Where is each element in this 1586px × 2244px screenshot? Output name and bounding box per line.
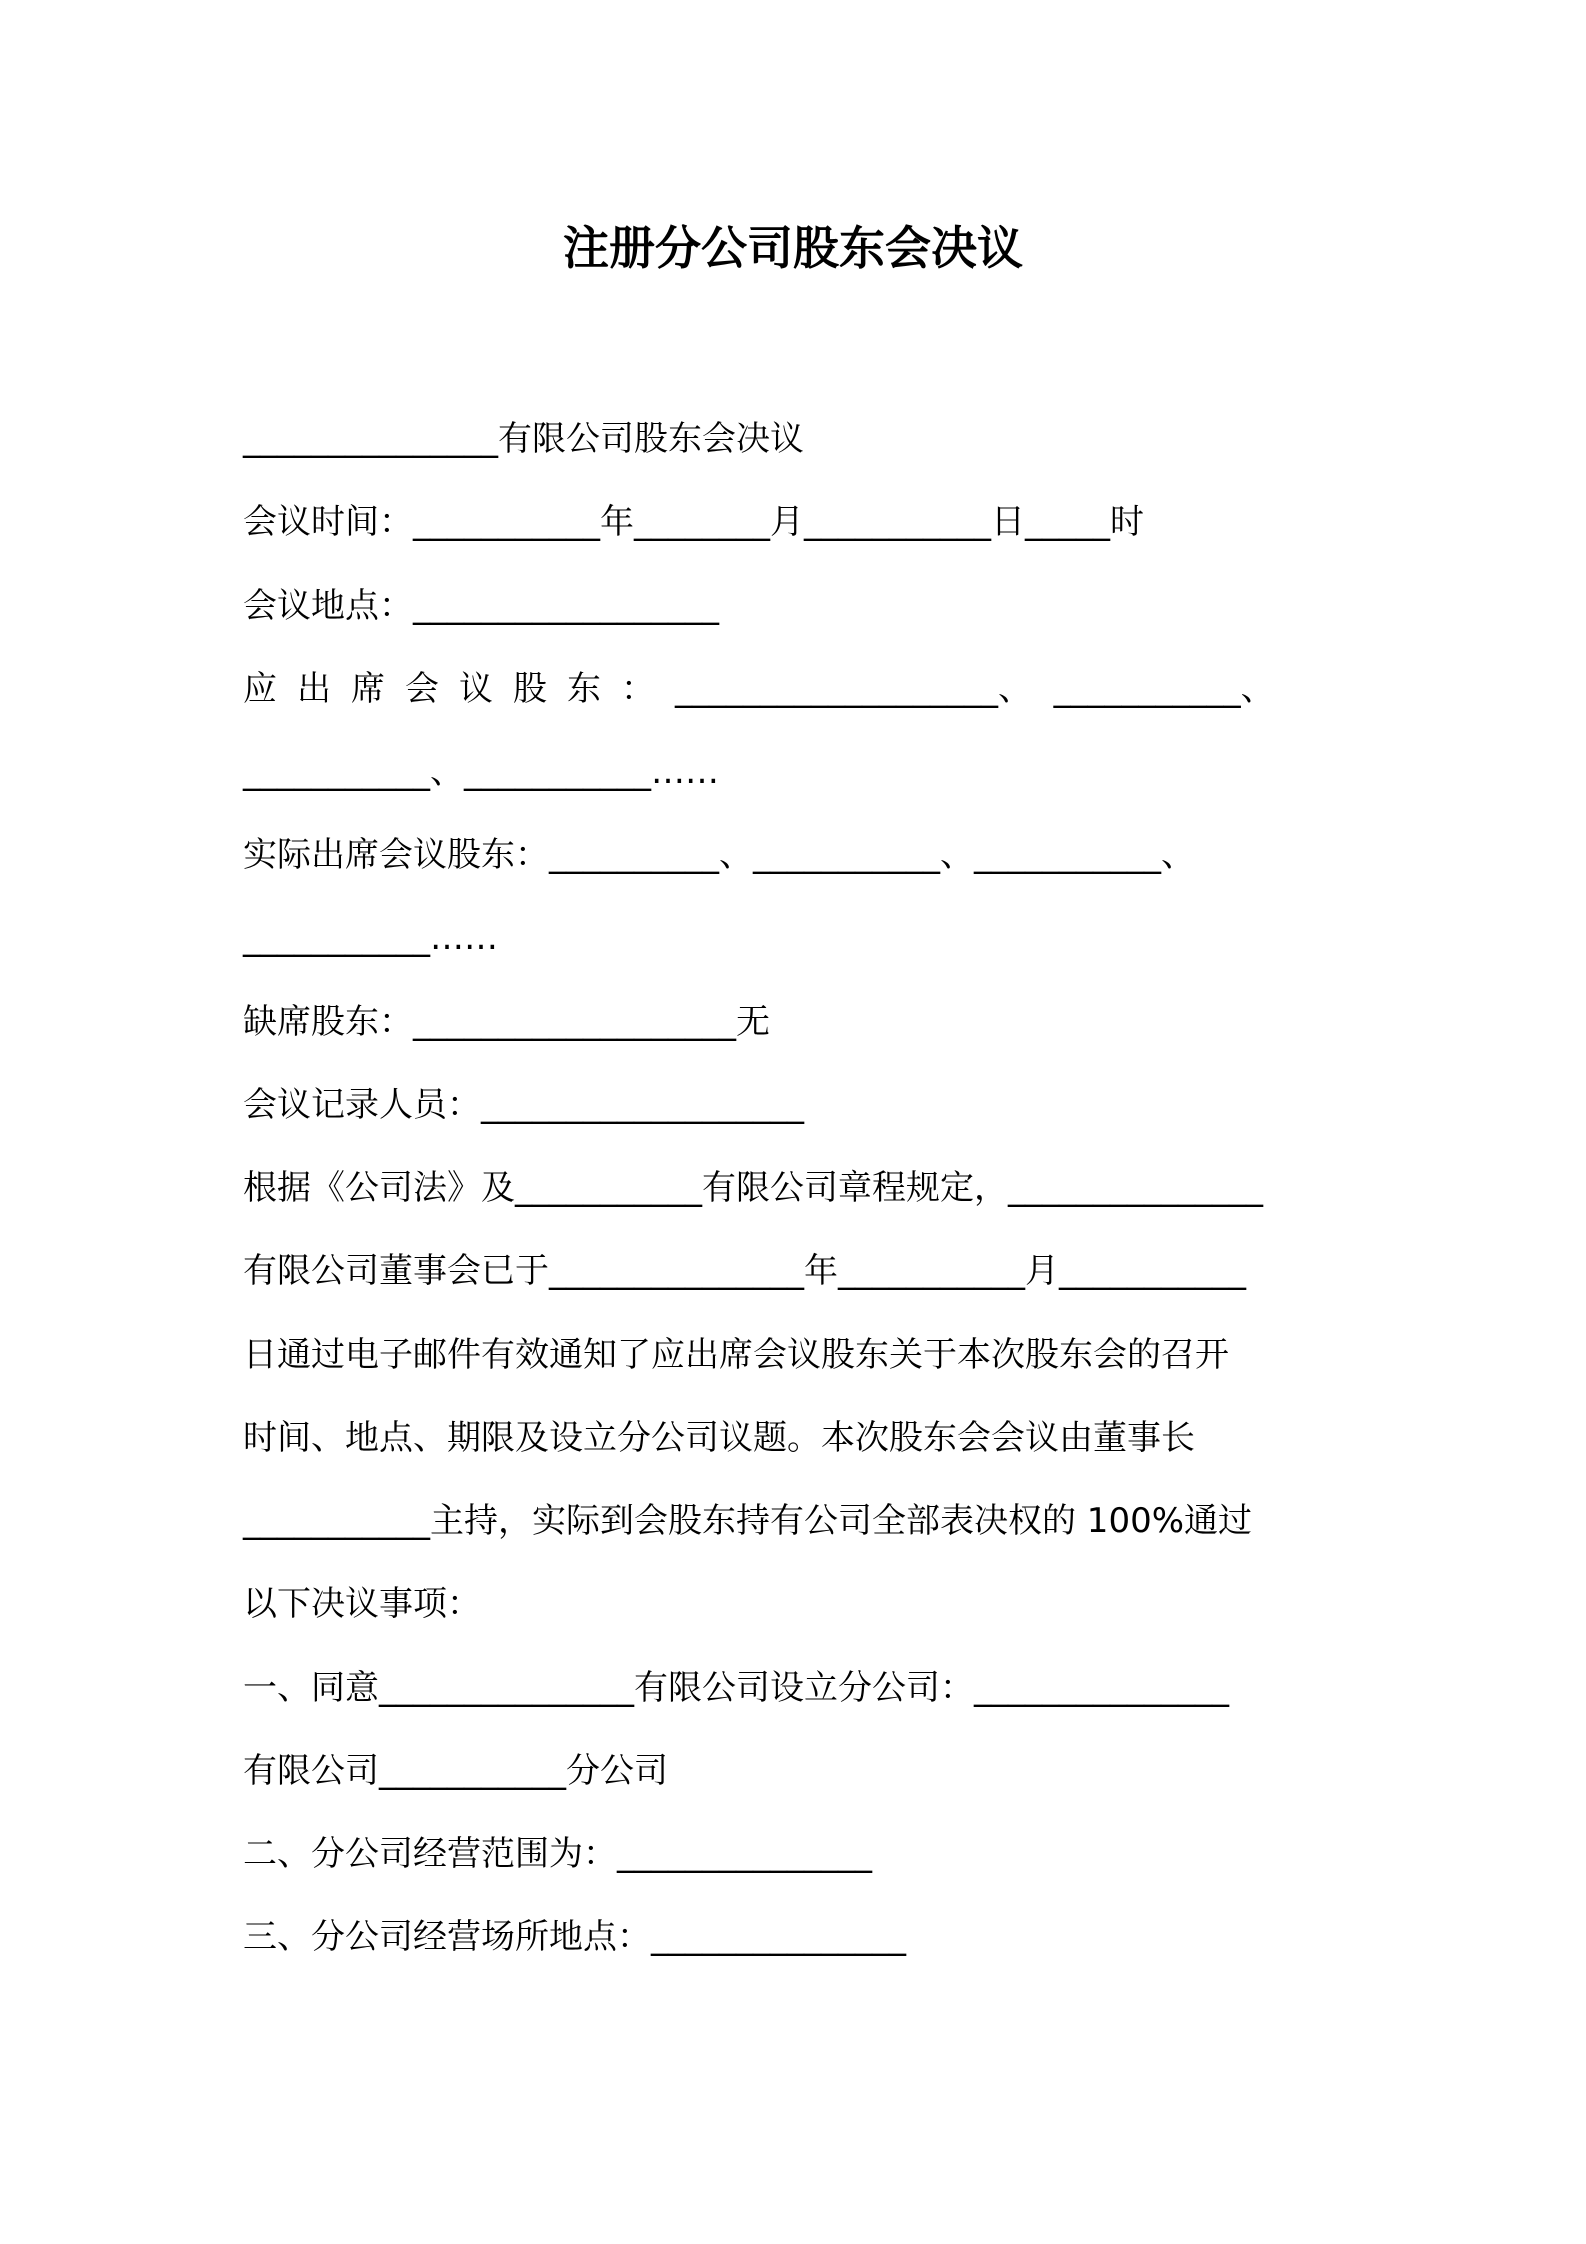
line-text: 缺席股东：___________________无 [243,1002,770,1042]
body-paragraph-line [243,1332,1229,1378]
absent-shareholders-line [243,999,770,1045]
line-text: 根据《公司法》及___________有限公司章程规定，_______________ [243,1168,1263,1208]
line-text: 二、分公司经营范围为：_______________ [243,1834,872,1874]
document-title: 注册分公司股东会决议 [563,221,1023,275]
line-text: 会议记录人员：___________________ [243,1085,804,1125]
line-text: 时间、地点、期限及设立分公司议题。本次股东会会议由董事长 [243,1418,1195,1458]
line-text: 实际出席会议股东：__________、___________、___________、 [243,835,1195,875]
line-text: 会议时间：___________年________月___________日_____时 [243,502,1144,542]
line-text: _______________有限公司股东会决议 [243,419,804,459]
line-text: 有限公司___________分公司 [243,1751,668,1791]
line-text: ___________…… [243,918,498,958]
line-text: 以下决议事项： [243,1584,481,1624]
line-blanks: ___________________、 ___________、 [675,669,1275,709]
line-text: 三、分公司经营场所地点：_______________ [243,1917,906,1957]
attending-shareholders-line [243,832,1195,878]
line-text: 日通过电子邮件有效通知了应出席会议股东关于本次股东会的召开 [243,1335,1229,1375]
line-text: 会议地点：__________________ [243,586,719,626]
line-text: ___________主持，实际到会股东持有公司全部表决权的 100%通过 [243,1501,1253,1541]
body-paragraph-line [243,1415,1195,1461]
line-text: ___________、___________…… [243,752,719,792]
body-paragraph-line [243,1581,481,1627]
body-paragraph-line [243,1165,1263,1211]
expected-shareholders-line [243,666,1275,712]
resolution-item-1-continued [243,1748,668,1794]
line-label: 应出席会议股东： [243,669,675,709]
body-paragraph-line [243,1498,1252,1544]
resolution-item-3 [243,1914,906,1960]
meeting-time-line [243,499,1144,545]
recorder-line [243,1082,804,1128]
line-text: 一、同意_______________有限公司设立分公司：_______________ [243,1668,1229,1708]
body-paragraph-line [243,1248,1246,1294]
company-resolution-heading [243,416,804,462]
resolution-item-2 [243,1831,872,1877]
attending-shareholders-continued [243,915,498,961]
line-text: 有限公司董事会已于_______________年___________月___________ [243,1251,1246,1291]
expected-shareholders-continued [243,749,719,795]
resolution-item-1 [243,1665,1229,1711]
meeting-place-line [243,583,719,629]
